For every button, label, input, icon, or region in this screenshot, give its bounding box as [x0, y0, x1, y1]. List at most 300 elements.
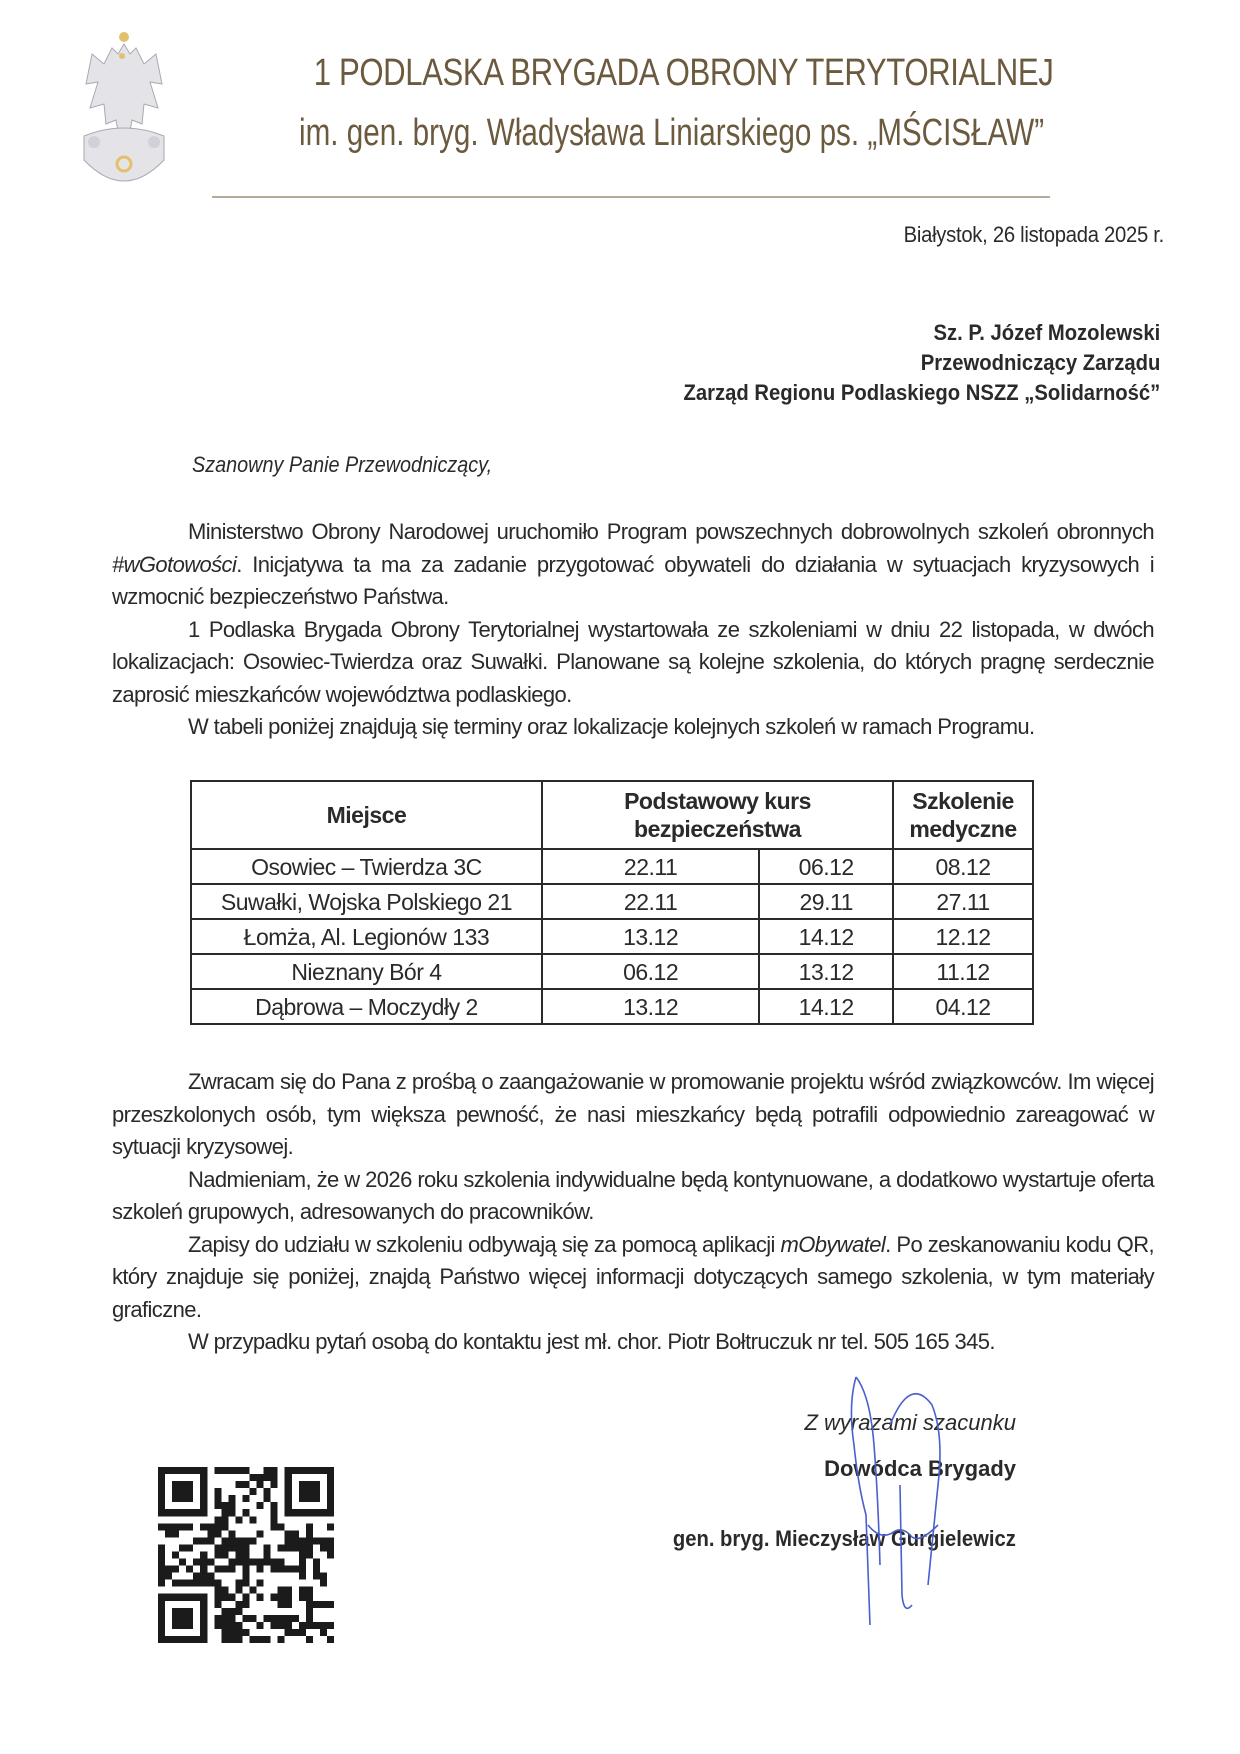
qr-module	[257, 1502, 264, 1509]
qr-module	[214, 1467, 221, 1474]
qr-module	[306, 1530, 313, 1537]
qr-module	[172, 1566, 179, 1573]
qr-module	[271, 1467, 278, 1474]
qr-module	[327, 1488, 334, 1495]
qr-module	[186, 1636, 193, 1643]
qr-module	[214, 1523, 221, 1530]
qr-module	[306, 1601, 313, 1608]
qr-module	[235, 1537, 242, 1544]
qr-module	[179, 1608, 186, 1615]
qr-module	[186, 1580, 193, 1587]
qr-module	[292, 1467, 299, 1474]
qr-module	[214, 1544, 221, 1551]
qr-module	[242, 1537, 249, 1544]
qr-module	[320, 1580, 327, 1587]
qr-module	[327, 1467, 334, 1474]
signer-role: Dowódca Brygady	[824, 1456, 1016, 1481]
qr-module	[186, 1495, 193, 1502]
qr-module	[306, 1615, 313, 1622]
qr-module	[292, 1629, 299, 1636]
qr-module	[278, 1523, 285, 1530]
qr-module	[228, 1594, 235, 1601]
cell-date: 29.11	[759, 884, 893, 919]
qr-module	[285, 1622, 292, 1629]
qr-module	[257, 1594, 264, 1601]
qr-module	[214, 1502, 221, 1509]
qr-module	[221, 1551, 228, 1558]
qr-module	[250, 1559, 257, 1566]
qr-module	[285, 1467, 292, 1474]
qr-module	[200, 1474, 207, 1481]
qr-module	[165, 1636, 172, 1643]
qr-module	[221, 1544, 228, 1551]
qr-module	[320, 1622, 327, 1629]
qr-module	[186, 1488, 193, 1495]
qr-module	[179, 1622, 186, 1629]
qr-module	[207, 1573, 214, 1580]
qr-module	[320, 1629, 327, 1636]
qr-module	[207, 1530, 214, 1537]
qr-module	[257, 1580, 264, 1587]
table-row	[191, 849, 1033, 884]
qr-module	[186, 1566, 193, 1573]
qr-module	[228, 1566, 235, 1573]
qr-module	[242, 1594, 249, 1601]
qr-module	[228, 1608, 235, 1615]
qr-module	[299, 1551, 306, 1558]
qr-module	[186, 1608, 193, 1615]
qr-module	[200, 1551, 207, 1558]
qr-module	[313, 1509, 320, 1516]
qr-module	[179, 1481, 186, 1488]
qr-module	[228, 1544, 235, 1551]
qr-module	[165, 1523, 172, 1530]
qr-module	[200, 1537, 207, 1544]
qr-module	[172, 1523, 179, 1530]
qr-module	[228, 1622, 235, 1629]
qr-module	[200, 1573, 207, 1580]
qr-module	[292, 1530, 299, 1537]
qr-module	[165, 1467, 172, 1474]
qr-module	[306, 1544, 313, 1551]
qr-module	[200, 1488, 207, 1495]
qr-module	[285, 1537, 292, 1544]
qr-module	[257, 1559, 264, 1566]
qr-module	[271, 1566, 278, 1573]
qr-module	[200, 1636, 207, 1643]
qr-module	[214, 1488, 221, 1495]
qr-module	[285, 1530, 292, 1537]
cell-date: 22.11	[542, 884, 759, 919]
qr-module	[214, 1566, 221, 1573]
qr-module	[207, 1537, 214, 1544]
salutation: Szanowny Panie Przewodniczący,	[192, 452, 493, 477]
qr-module	[235, 1559, 242, 1566]
qr-module	[250, 1615, 257, 1622]
qr-module	[299, 1467, 306, 1474]
qr-module	[327, 1474, 334, 1481]
qr-module	[271, 1622, 278, 1629]
qr-module	[292, 1509, 299, 1516]
brigade-title: 1 PODLASKA BRYGADA OBRONY TERYTORIALNEJ	[313, 52, 1054, 94]
qr-module	[313, 1495, 320, 1502]
qr-module	[172, 1580, 179, 1587]
closing-regards: Z wyrazami szacunku	[804, 1410, 1016, 1435]
qr-module	[214, 1622, 221, 1629]
qr-module	[285, 1502, 292, 1509]
qr-module	[285, 1544, 292, 1551]
cell-date: 13.12	[542, 989, 759, 1024]
qr-module	[235, 1601, 242, 1608]
cell-date: 06.12	[759, 849, 893, 884]
qr-module	[306, 1537, 313, 1544]
cell-place: Nieznany Bór 4	[191, 954, 542, 989]
qr-module	[264, 1636, 271, 1643]
qr-module	[242, 1573, 249, 1580]
qr-module	[292, 1615, 299, 1622]
qr-module	[228, 1559, 235, 1566]
qr-module	[264, 1488, 271, 1495]
qr-module	[200, 1502, 207, 1509]
qr-module	[306, 1467, 313, 1474]
qr-module	[179, 1509, 186, 1516]
cell-date: 14.12	[759, 989, 893, 1024]
qr-module	[200, 1615, 207, 1622]
cell-place: Osowiec – Twierdza 3C	[191, 849, 542, 884]
training-schedule-table	[190, 780, 1034, 1025]
header-medical-training: Szkolenie medyczne	[893, 781, 1033, 849]
qr-module	[158, 1629, 165, 1636]
qr-module	[242, 1559, 249, 1566]
addressee-position: Przewodniczący Zarządu	[920, 350, 1160, 375]
qr-module	[242, 1544, 249, 1551]
qr-module	[221, 1629, 228, 1636]
qr-module	[200, 1523, 207, 1530]
qr-module	[221, 1502, 228, 1509]
qr-module	[221, 1467, 228, 1474]
qr-module	[264, 1474, 271, 1481]
qr-module	[299, 1509, 306, 1516]
qr-module	[179, 1594, 186, 1601]
qr-module	[313, 1601, 320, 1608]
qr-module	[285, 1629, 292, 1636]
qr-module	[186, 1615, 193, 1622]
qr-module	[327, 1544, 334, 1551]
qr-module	[285, 1481, 292, 1488]
qr-module	[214, 1594, 221, 1601]
qr-module	[221, 1537, 228, 1544]
qr-module	[299, 1495, 306, 1502]
qr-module	[214, 1495, 221, 1502]
qr-module	[257, 1622, 264, 1629]
qr-module	[179, 1615, 186, 1622]
qr-module	[327, 1495, 334, 1502]
qr-module	[285, 1488, 292, 1495]
qr-module	[172, 1509, 179, 1516]
qr-module	[193, 1509, 200, 1516]
qr-module	[250, 1636, 257, 1643]
qr-module	[235, 1544, 242, 1551]
qr-module	[306, 1551, 313, 1558]
qr-module	[306, 1523, 313, 1530]
qr-module	[158, 1481, 165, 1488]
qr-module	[327, 1601, 334, 1608]
qr-module	[313, 1488, 320, 1495]
qr-module	[186, 1523, 193, 1530]
qr-module	[299, 1566, 306, 1573]
qr-module	[313, 1481, 320, 1488]
qr-module	[313, 1467, 320, 1474]
qr-module	[165, 1566, 172, 1573]
cell-date: 27.11	[893, 884, 1033, 919]
qr-module	[172, 1488, 179, 1495]
qr-module	[172, 1495, 179, 1502]
cell-date: 04.12	[893, 989, 1033, 1024]
qr-module	[228, 1467, 235, 1474]
qr-module	[320, 1544, 327, 1551]
qr-module	[158, 1544, 165, 1551]
qr-module	[179, 1495, 186, 1502]
qr-module	[228, 1629, 235, 1636]
qr-module	[313, 1559, 320, 1566]
qr-module	[158, 1474, 165, 1481]
qr-module	[186, 1594, 193, 1601]
qr-module	[158, 1509, 165, 1516]
signer-name: gen. bryg. Mieczysław Gurgielewicz	[672, 1526, 1016, 1551]
qr-module	[221, 1566, 228, 1573]
qr-module	[271, 1509, 278, 1516]
qr-module	[257, 1481, 264, 1488]
paragraph: Ministerstwo Obrony Narodowej uruchomiło Program powszechnych dobrowolnych szkoleń obronnych #wGotowości. Inicjatywa ta ma za zadanie przygotować obywateli do działania w sytuacjach kryzysowych i wzmocnić bezpieczeństwo Państwa.	[112, 519, 1154, 609]
qr-module	[313, 1566, 320, 1573]
qr-module	[299, 1594, 306, 1601]
qr-module	[221, 1509, 228, 1516]
qr-module	[158, 1594, 165, 1601]
qr-module	[278, 1615, 285, 1622]
qr-module	[200, 1559, 207, 1566]
qr-module	[186, 1544, 193, 1551]
qr-module	[306, 1481, 313, 1488]
qr-module	[292, 1537, 299, 1544]
qr-module	[299, 1622, 306, 1629]
paragraph: Nadmieniam, że w 2026 roku szkolenia indywidualne będą kontynuowane, a dodatkowo wystartuje oferta szkoleń grupowych, adresowanych do pracowników.	[112, 1166, 1154, 1224]
qr-module	[179, 1636, 186, 1643]
qr-module	[193, 1537, 200, 1544]
cell-date: 22.11	[542, 849, 759, 884]
qr-module	[186, 1622, 193, 1629]
table-row	[191, 919, 1033, 954]
qr-module	[214, 1551, 221, 1558]
qr-module	[242, 1551, 249, 1558]
qr-module	[179, 1488, 186, 1495]
qr-module	[299, 1573, 306, 1580]
qr-module	[193, 1580, 200, 1587]
header-place: Miejsce	[191, 781, 542, 849]
qr-module	[250, 1537, 257, 1544]
qr-module	[299, 1488, 306, 1495]
qr-module	[278, 1636, 285, 1643]
qr-module	[242, 1580, 249, 1587]
qr-module	[186, 1481, 193, 1488]
qr-module	[257, 1566, 264, 1573]
qr-module	[292, 1566, 299, 1573]
qr-module	[214, 1587, 221, 1594]
qr-module	[264, 1559, 271, 1566]
qr-module	[257, 1474, 264, 1481]
addressee-block	[683, 318, 1160, 408]
qr-module	[207, 1580, 214, 1587]
qr-module	[193, 1573, 200, 1580]
qr-module	[228, 1509, 235, 1516]
qr-module	[200, 1481, 207, 1488]
qr-module	[271, 1516, 278, 1523]
qr-module	[264, 1495, 271, 1502]
qr-module	[158, 1622, 165, 1629]
qr-module	[200, 1594, 207, 1601]
hashtag: #wGotowości	[112, 551, 237, 577]
qr-module	[235, 1629, 242, 1636]
qr-module	[228, 1530, 235, 1537]
qr-module	[193, 1467, 200, 1474]
qr-module	[186, 1467, 193, 1474]
qr-module	[172, 1551, 179, 1558]
cell-date: 11.12	[893, 954, 1033, 989]
cell-place: Suwałki, Wojska Polskiego 21	[191, 884, 542, 919]
paragraph: 1 Podlaska Brygada Obrony Terytorialnej wystartowała ze szkoleniami w dniu 22 listopada, w dwóch lokalizacjach: Osowiec-Twierdza oraz Suwałki. Planowane są kolejne szkolenia, do których pragnę serdecznie zaprosić mieszkańców województwa podlaskiego.	[112, 616, 1154, 707]
qr-module	[271, 1594, 278, 1601]
qr-module	[186, 1509, 193, 1516]
qr-module	[250, 1516, 257, 1523]
qr-module	[242, 1615, 249, 1622]
qr-module	[327, 1502, 334, 1509]
qr-module	[306, 1488, 313, 1495]
qr-module	[165, 1594, 172, 1601]
qr-module	[271, 1481, 278, 1488]
qr-module	[158, 1495, 165, 1502]
qr-module	[221, 1636, 228, 1643]
qr-module	[278, 1594, 285, 1601]
qr-module	[285, 1474, 292, 1481]
qr-module	[320, 1537, 327, 1544]
qr-module	[172, 1636, 179, 1643]
qr-module	[320, 1467, 327, 1474]
qr-module	[306, 1594, 313, 1601]
qr-module	[221, 1594, 228, 1601]
qr-module	[221, 1615, 228, 1622]
cell-date: 13.12	[542, 919, 759, 954]
qr-module	[228, 1537, 235, 1544]
qr-module	[200, 1580, 207, 1587]
qr-module	[179, 1523, 186, 1530]
qr-module	[235, 1587, 242, 1594]
qr-module	[242, 1566, 249, 1573]
cell-date: 08.12	[893, 849, 1033, 884]
qr-module	[158, 1502, 165, 1509]
qr-module	[285, 1594, 292, 1601]
table-row	[191, 989, 1033, 1024]
qr-module	[172, 1481, 179, 1488]
qr-module	[158, 1467, 165, 1474]
qr-module	[264, 1544, 271, 1551]
qr-module	[327, 1636, 334, 1643]
qr-module	[214, 1580, 221, 1587]
cell-date: 13.12	[759, 954, 893, 989]
qr-code-icon[interactable]	[158, 1467, 334, 1643]
qr-module	[228, 1636, 235, 1643]
table-header-row	[191, 781, 1033, 849]
qr-module	[320, 1601, 327, 1608]
qr-module	[214, 1601, 221, 1608]
qr-module	[264, 1467, 271, 1474]
qr-module	[278, 1601, 285, 1608]
qr-module	[235, 1481, 242, 1488]
qr-module	[228, 1495, 235, 1502]
qr-module	[320, 1509, 327, 1516]
qr-module	[242, 1481, 249, 1488]
qr-module	[235, 1467, 242, 1474]
qr-module	[299, 1481, 306, 1488]
qr-module	[158, 1580, 165, 1587]
qr-module	[250, 1488, 257, 1495]
body-intro	[112, 516, 1154, 744]
qr-module	[172, 1622, 179, 1629]
qr-module	[320, 1573, 327, 1580]
qr-module	[172, 1608, 179, 1615]
qr-module	[285, 1566, 292, 1573]
qr-module	[278, 1544, 285, 1551]
qr-module	[313, 1573, 320, 1580]
qr-module	[200, 1601, 207, 1608]
qr-module	[299, 1544, 306, 1551]
qr-module	[278, 1566, 285, 1573]
qr-module	[278, 1559, 285, 1566]
cell-place: Łomża, Al. Legionów 133	[191, 919, 542, 954]
qr-module	[200, 1608, 207, 1615]
body-request	[112, 1066, 1154, 1359]
qr-module	[200, 1622, 207, 1629]
qr-module	[306, 1587, 313, 1594]
qr-module	[165, 1530, 172, 1537]
qr-module	[221, 1587, 228, 1594]
qr-module	[158, 1566, 165, 1573]
qr-module	[306, 1608, 313, 1615]
qr-module	[228, 1615, 235, 1622]
qr-module	[235, 1551, 242, 1558]
qr-module	[250, 1587, 257, 1594]
qr-module	[158, 1636, 165, 1643]
qr-module	[257, 1636, 264, 1643]
qr-module	[207, 1523, 214, 1530]
qr-module	[172, 1594, 179, 1601]
qr-module	[278, 1587, 285, 1594]
qr-module	[200, 1495, 207, 1502]
qr-module	[158, 1559, 165, 1566]
qr-module	[235, 1516, 242, 1523]
qr-module	[207, 1559, 214, 1566]
qr-module	[242, 1601, 249, 1608]
qr-module	[193, 1636, 200, 1643]
qr-module	[179, 1580, 186, 1587]
qr-module	[327, 1523, 334, 1530]
qr-module	[179, 1544, 186, 1551]
qr-module	[271, 1615, 278, 1622]
qr-module	[221, 1523, 228, 1530]
cell-date: 14.12	[759, 919, 893, 954]
qr-module	[257, 1530, 264, 1537]
qr-module	[221, 1622, 228, 1629]
qr-module	[327, 1481, 334, 1488]
qr-module	[172, 1467, 179, 1474]
